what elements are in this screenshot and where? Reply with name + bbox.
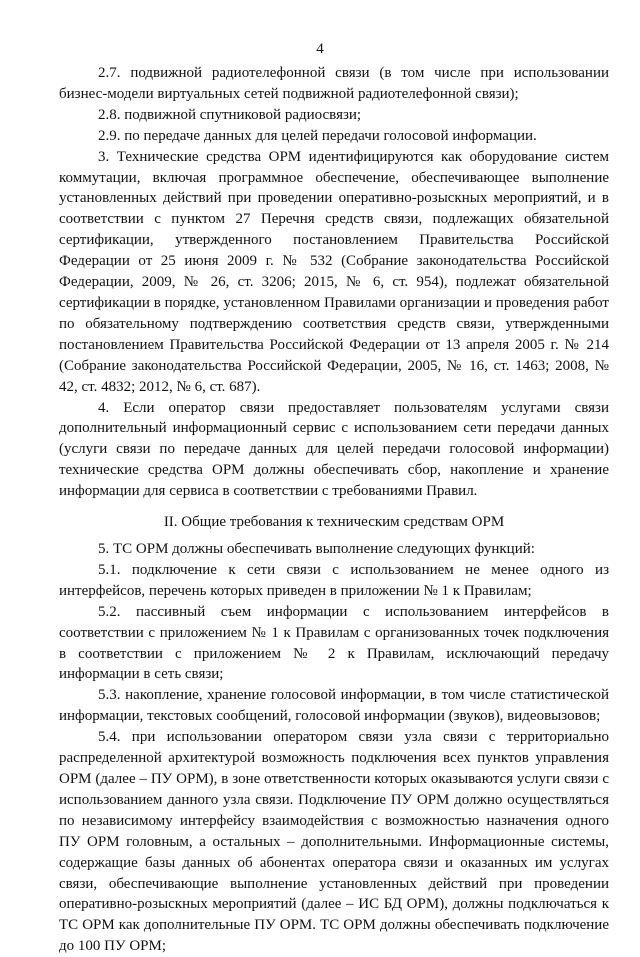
paragraph-2-7: 2.7. подвижной радиотелефонной связи (в том числе при использовании бизнес-модели виртуальных сетей подвижной радиотелефонной связи);: [59, 65, 609, 102]
paragraph-2-8: 2.8. подвижной спутниковой радиосвязи;: [98, 106, 362, 123]
paragraph-5-2: 5.2. пассивный съем информации с использованием интерфейсов в соответствии с приложением № 1 к Правилам с организованных точек подключения в соответствии с приложением № 2 к Правилам, исключающий передачу информации в сеть связи;: [59, 603, 609, 683]
paragraph-5-4: 5.4. при использовании оператором связи узла связи с территориально распределенной архитектурой возможность подключения всех пунктов управления ОРМ (далее – ПУ ОРМ), в зоне ответственности которых оказываются услуги связи с использованием данного узла связи. Подключение ПУ ОРМ должно осуществляться по независимому интерфейсу взаимодействия с возможностью назначения одного ПУ ОРМ головным, а остальных – дополнительными. Информационные системы, содержащие базы данных об абонентах оператора связи и оказанных им услугах связи, обеспечивающие выполнение установленных действий при проведении оперативно-розыскных мероприятий (далее – ИС БД ОРМ), должны подключаться к ТС ОРМ как дополнительные ПУ ОРМ. ТС ОРМ должны обеспечивать подключение до 100 ПУ ОРМ;: [59, 729, 609, 955]
paragraph-3: 3. Технические средства ОРМ идентифицируются как оборудование систем коммутации, включая программное обеспечение, обеспечивающее выполнение установленных действий при проведении оперативно-розыскных мероприятий, и в соответствии с пунктом 27 Перечня средств связи, подлежащих обязательной сертификации, утвержденного постановлением Правительства Российской Федерации от 25 июня 2009 г. № 532 (Собрание законодательства Российской Федерации, 2009, № 26, ст. 3206; 2015, № 6, ст. 954), подлежат обязательной сертификации в порядке, установленном Правилами организации и проведения работ по обязательному подтверждению соответствия средств связи, утвержденными постановлением Правительства Российской Федерации от 13 апреля 2005 г. № 214 (Собрание законодательства Российской Федерации, 2005, № 16, ст. 1463; 2008, № 42, ст. 4832; 2012, № 6, ст. 687).: [59, 148, 609, 395]
paragraph-5-1: 5.1. подключение к сети связи с использованием не менее одного из интерфейсов, перечень которых приведен в приложении № 1 к Правилам;: [59, 561, 609, 599]
document-body: [59, 63, 609, 957]
paragraph-5-3: 5.3. накопление, хранение голосовой информации, в том числе статистической информации, текстовых сообщений, голосовой информации (звуков), видеовызовов;: [59, 687, 609, 725]
section-heading: II. Общие требования к техническим средствам ОРМ: [163, 514, 505, 531]
paragraph-4: 4. Если оператор связи предоставляет пользователям услугами связи дополнительный информационный сервис с использованием сети передачи данных (услуги связи по передаче данных для целей передачи голосовой информации) технические средства ОРМ должны обеспечивать сбор, накопление и хранение информации для сервиса в соответствии с требованиями Правил.: [59, 399, 609, 500]
page-number: 4: [316, 41, 324, 57]
paragraph-2-9: 2.9. по передаче данных для целей передачи голосовой информации.: [98, 127, 537, 144]
paragraph-5: 5. ТС ОРМ должны обеспечивать выполнение следующих функций:: [98, 541, 535, 558]
